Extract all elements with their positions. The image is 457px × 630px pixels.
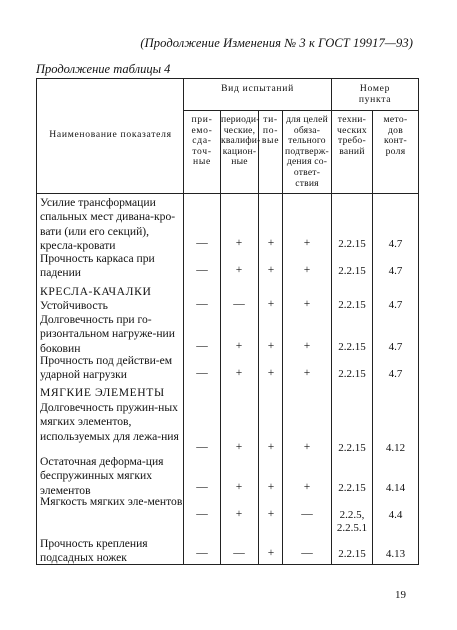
- cell-type-tests: +: [267, 441, 275, 453]
- column-header-certification: для целей обяза- тельного подтверж- дения со- ответ- ствия: [285, 114, 329, 189]
- cell-type-tests: +: [267, 237, 275, 249]
- cell-type-tests: +: [267, 547, 275, 559]
- cell-type-tests: +: [267, 340, 275, 352]
- cell-requirements: 2.2.5, 2.2.5.1: [336, 509, 368, 534]
- cell-acceptance: —: [196, 441, 208, 453]
- cell-acceptance: —: [196, 264, 208, 276]
- cell-acceptance: —: [196, 298, 208, 310]
- cell-acceptance: —: [196, 481, 208, 493]
- row-label: Прочность каркаса при падении: [40, 252, 155, 280]
- continuation-header: (Продолжение Изменения № 3 к ГОСТ 19917—93): [140, 36, 413, 50]
- cell-certification: +: [303, 264, 311, 276]
- cell-certification: +: [303, 441, 311, 453]
- cell-periodic: +: [235, 441, 243, 453]
- cell-periodic: +: [235, 508, 243, 520]
- cell-requirements: 2.2.15: [338, 299, 366, 311]
- cell-periodic: +: [235, 237, 243, 249]
- cell-periodic: +: [235, 367, 243, 379]
- cell-acceptance: —: [196, 340, 208, 352]
- cell-type-tests: +: [267, 508, 275, 520]
- cell-type-tests: +: [267, 264, 275, 276]
- cell-methods: 4.7: [388, 299, 403, 311]
- row-label: Усилие трансформации спальных мест дивана-кро-вати (или его секций), кресла-кровати: [40, 196, 176, 252]
- cell-methods: 4.14: [385, 482, 406, 494]
- cell-methods: 4.13: [385, 548, 406, 560]
- cell-periodic: +: [235, 481, 243, 493]
- row-label: Устойчивость: [40, 299, 108, 312]
- cell-periodic: +: [235, 264, 243, 276]
- cell-methods: 4.7: [388, 238, 403, 250]
- column-header-methods: мето- дов конт- роля: [383, 114, 408, 157]
- cell-requirements: 2.2.15: [338, 368, 366, 380]
- cell-certification: —: [301, 508, 313, 520]
- cell-periodic: —: [233, 298, 245, 310]
- cell-requirements: 2.2.15: [338, 442, 366, 454]
- column-group-clause-number: Номер пункта: [358, 83, 392, 105]
- cell-certification: —: [301, 547, 313, 559]
- cell-periodic: —: [233, 547, 245, 559]
- row-label: Долговечность при го-ризонтальном нагруже-нии боковин: [40, 313, 175, 355]
- cell-certification: +: [303, 367, 311, 379]
- section-heading: КРЕСЛА-КАЧАЛКИ: [40, 285, 152, 298]
- cell-requirements: 2.2.15: [338, 341, 366, 353]
- cell-requirements: 2.2.15: [338, 548, 366, 560]
- cell-requirements: 2.2.15: [338, 238, 366, 250]
- page-number: 19: [395, 589, 406, 601]
- column-header-acceptance: при- емо- сда- точ- ные: [191, 114, 213, 168]
- cell-acceptance: —: [196, 508, 208, 520]
- cell-type-tests: +: [267, 298, 275, 310]
- cell-methods: 4.7: [388, 265, 403, 277]
- cell-methods: 4.4: [388, 509, 403, 521]
- cell-methods: 4.12: [385, 442, 406, 454]
- cell-certification: +: [303, 340, 311, 352]
- column-header-name: Наименование показателя: [49, 129, 172, 140]
- column-header-periodic: периоди- ческие, квалифи- кацион- ные: [221, 114, 261, 168]
- row-label: Прочность крепления подсадных ножек: [40, 537, 148, 565]
- row-label: Мягкость мягких эле-ментов: [40, 495, 183, 508]
- row-label: Остаточная деформа-ция беспружинных мягких элементов: [40, 455, 164, 497]
- cell-certification: +: [303, 237, 311, 249]
- cell-certification: +: [303, 481, 311, 493]
- cell-certification: +: [303, 298, 311, 310]
- cell-methods: 4.7: [388, 368, 403, 380]
- cell-acceptance: —: [196, 237, 208, 249]
- column-group-test-types: Вид испытаний: [221, 83, 294, 94]
- row-label: Долговечность пружин-ных мягких элементов, используемых для лежа-ния: [40, 401, 179, 443]
- cell-methods: 4.7: [388, 341, 403, 353]
- cell-type-tests: +: [267, 481, 275, 493]
- cell-acceptance: —: [196, 547, 208, 559]
- cell-periodic: +: [235, 340, 243, 352]
- column-header-requirements: техни- ческих требо- ваний: [337, 114, 367, 157]
- cell-acceptance: —: [196, 367, 208, 379]
- column-header-type-tests: ти- по- вые: [261, 114, 280, 147]
- cell-requirements: 2.2.15: [338, 482, 366, 494]
- row-label: Прочность под действи-ем ударной нагрузки: [40, 354, 173, 382]
- table-caption: Продолжение таблицы 4: [36, 62, 171, 76]
- cell-type-tests: +: [267, 367, 275, 379]
- section-heading: МЯГКИЕ ЭЛЕМЕНТЫ: [40, 386, 165, 399]
- cell-requirements: 2.2.15: [338, 265, 366, 277]
